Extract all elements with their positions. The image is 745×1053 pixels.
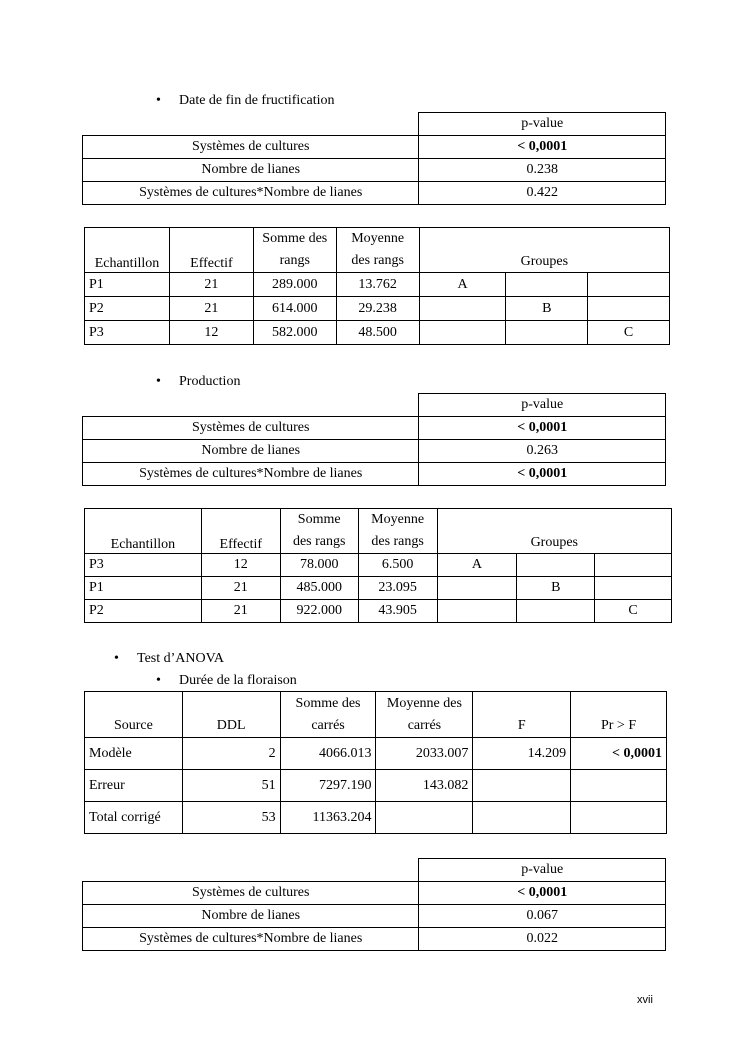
bullet-icon: • xyxy=(156,93,161,108)
pvalue-table-fructification xyxy=(82,112,666,205)
table-header-row: Echantillon Effectif Somme des rangs Moyenne des rangs Groupes xyxy=(85,228,670,273)
bullet-icon: • xyxy=(156,673,161,688)
pvalue-table-production xyxy=(82,393,666,486)
page-number: xvii xyxy=(637,994,653,1006)
table-row: Systèmes de cultures*Nombre de lianes 0.422 xyxy=(83,182,666,205)
anova-table xyxy=(84,691,667,834)
table-row: Total corrigé 53 11363.204 xyxy=(85,802,667,834)
table-row: Systèmes de cultures < 0,0001 xyxy=(83,136,666,159)
table-row: P2 21 614.000 29.238 B xyxy=(85,297,670,321)
table-row: Nombre de lianes 0.238 xyxy=(83,159,666,182)
table-row: P3 12 78.000 6.500 A xyxy=(85,554,672,577)
table-row: P1 21 289.000 13.762 A xyxy=(85,273,670,297)
bullet-icon: • xyxy=(156,374,161,389)
pvalue-header: p-value xyxy=(419,113,666,136)
bullet-icon: • xyxy=(114,651,119,666)
table-row: Systèmes de cultures*Nombre de lianes < 0,0001 xyxy=(83,463,666,486)
table-row: Systèmes de cultures < 0,0001 xyxy=(83,417,666,440)
table-row: Systèmes de cultures < 0,0001 xyxy=(83,882,666,905)
subsection-heading-floraison: • Durée de la floraison xyxy=(156,673,297,688)
table-row: Systèmes de cultures*Nombre de lianes 0.022 xyxy=(83,928,666,951)
table-header-row: Echantillon Effectif Somme des rangs Moyenne des rangs Groupes xyxy=(85,509,672,554)
table-row: Nombre de lianes 0.263 xyxy=(83,440,666,463)
table-row: Nombre de lianes 0.067 xyxy=(83,905,666,928)
table-row: P2 21 922.000 43.905 C xyxy=(85,600,672,623)
pvalue-header: p-value xyxy=(419,394,666,417)
section-heading-anova: • Test d’ANOVA xyxy=(114,651,225,666)
table-row: P3 12 582.000 48.500 C xyxy=(85,321,670,345)
section-heading-production: • Production xyxy=(156,374,241,389)
pvalue-header: p-value xyxy=(419,859,666,882)
table-header-row: Source DDL Somme des carrés Moyenne des carrés F Pr > F xyxy=(85,692,667,738)
pvalue-table-floraison xyxy=(82,858,666,951)
table-row: Modèle 2 4066.013 2033.007 14.209 < 0,0001 xyxy=(85,738,667,770)
table-row: Erreur 51 7297.190 143.082 xyxy=(85,770,667,802)
rank-table-production xyxy=(84,508,672,623)
section-heading-fructification: • Date de fin de fructification xyxy=(156,93,335,108)
rank-table-fructification xyxy=(84,227,670,345)
table-row: P1 21 485.000 23.095 B xyxy=(85,577,672,600)
